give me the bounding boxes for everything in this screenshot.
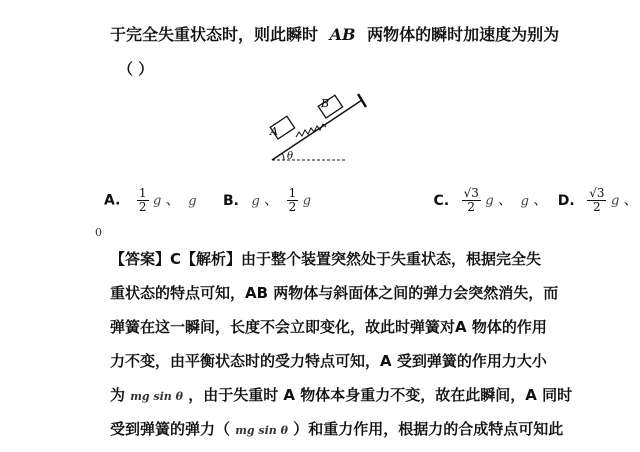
answer-line-1: 【答案】C【解析】由于整个装置突然处于失重状态，根据完全失 (110, 250, 542, 268)
stray-zero: 0 (95, 226, 102, 239)
option-c-g2: g (520, 193, 529, 209)
option-d-fraction (587, 187, 606, 214)
answer-line-6 (110, 418, 563, 439)
answer-line-6-prefix: 受到弹簧的弹力（ (110, 420, 231, 438)
option-a-label: A. (104, 192, 121, 209)
answer-line-6-suffix: ）和重力作用，根据力的合成特点可知此 (293, 420, 564, 438)
option-b-separator: 、 (264, 192, 279, 209)
question-text-suffix: 两物体的瞬时加速度为别为 (367, 25, 560, 44)
incline-wall (358, 94, 366, 107)
option-b-g: g (251, 193, 260, 209)
answer-line-4: 力不变，由平衡状态时的受力特点可知，A 受到弹簧的作用力大小 (110, 352, 547, 370)
option-d-g: g (610, 193, 620, 209)
option-c-denominator: 2 (467, 200, 476, 214)
answer-line-5-formula: mg sin θ (130, 390, 183, 403)
option-b-denominator: 2 (288, 200, 297, 214)
option-d-separator: 、 (623, 192, 638, 209)
option-b-numerator: 1 (288, 186, 297, 200)
option-a-g: g (152, 193, 162, 209)
option-c-label: C. (433, 192, 450, 209)
option-a-numerator: 1 (138, 186, 147, 200)
answer-line-5-prefix: 为 (110, 386, 126, 404)
answer-line-2: 重状态的特点可知，AB 两物体与斜面体之间的弹力会突然消失，而 (110, 284, 559, 302)
option-c-fraction (462, 187, 481, 214)
question-blank: （ ） (118, 60, 154, 78)
angle-arc (282, 153, 284, 160)
incline-spring-diagram (262, 90, 372, 170)
answer-line-5-suffix: ，由于失重时 A 物体本身重力不变，故在此瞬间，A 同时 (188, 386, 573, 404)
option-a-separator: 、 (165, 192, 180, 209)
option-c-separator-2: 、 (533, 192, 548, 209)
label-b: B (321, 97, 330, 110)
answer-line-5 (110, 384, 572, 405)
option-d-label: D. (557, 192, 575, 209)
option-c-separator: 、 (498, 192, 513, 209)
question-ab-symbol: AB (329, 25, 356, 44)
option-b-fraction (287, 187, 299, 214)
theta-label: θ (287, 151, 294, 162)
options-row (104, 187, 638, 214)
answer-line-6-formula: mg sin θ (235, 424, 288, 437)
option-b-g2: g (302, 193, 312, 209)
option-d-numerator: √3 (589, 186, 605, 200)
option-a-fraction (137, 187, 149, 214)
option-a-g2: g (188, 193, 197, 209)
spring (296, 124, 326, 137)
option-a-denominator: 2 (138, 200, 147, 214)
option-b-label: B. (222, 192, 239, 209)
option-c-g: g (485, 193, 494, 209)
option-d-denominator: 2 (593, 200, 601, 214)
answer-line-3: 弹簧在这一瞬间，长度不会立即变化，故此时弹簧对A 物体的作用 (110, 318, 547, 336)
option-c-numerator: √3 (463, 186, 479, 200)
question-line-1 (110, 22, 559, 45)
label-a: A (270, 125, 278, 138)
question-text-prefix: 于完全失重状态时，则此瞬时 (110, 25, 319, 44)
